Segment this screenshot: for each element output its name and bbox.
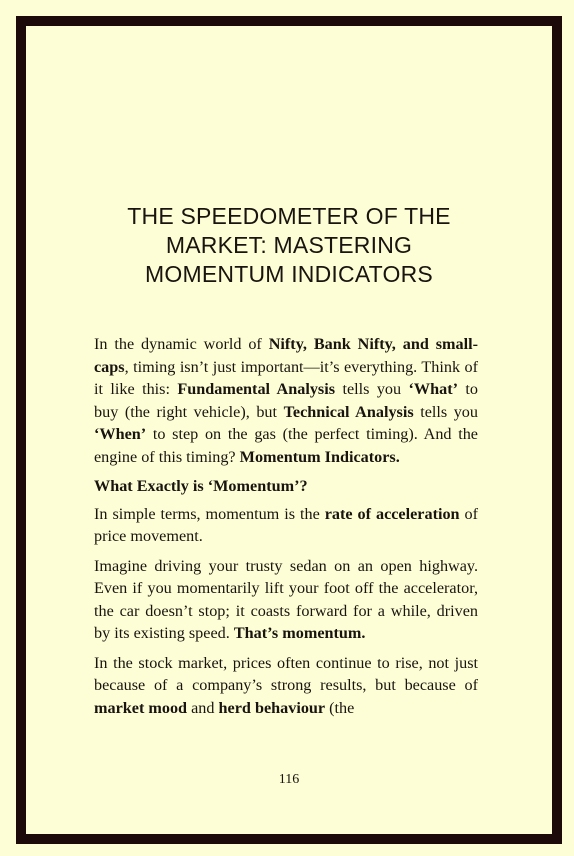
bold-run: herd behaviour [218, 698, 326, 717]
paragraph-intro [94, 333, 478, 468]
bold-run: rate of acceleration [324, 504, 460, 523]
paragraph-market [94, 652, 478, 720]
text-run: Imagine driving your trusty sedan on an open highway. Even if you momentarily lift your foot off the accelerator, the car doesn’t stop; it coasts forward for a while, driven by its existing speed. [94, 556, 478, 642]
text-run: to buy (the right vehicle), but [94, 380, 479, 421]
text-run: tells you [335, 380, 409, 398]
bold-run: Nifty, Bank Nifty, and small-caps [94, 335, 478, 376]
text-run: tells you [413, 402, 478, 421]
bold-run: Fundamental Analysis [177, 380, 336, 398]
bold-run: Technical Analysis [283, 402, 414, 421]
bold-run: ‘When’ [94, 425, 147, 443]
title-line: THE SPEEDOMETER OF THE [127, 203, 451, 229]
text-run: In simple terms, momentum is the [94, 504, 325, 523]
text-run: , timing isn’t just important—it’s everything. Think of it like this: [94, 357, 478, 398]
text-run: In the dynamic world of [94, 335, 269, 353]
title-line: MARKET: MASTERING [165, 232, 413, 258]
page-number: 116 [278, 772, 300, 787]
text-run: (the [325, 698, 355, 717]
paragraph-analogy [94, 555, 478, 645]
text-run: and [187, 698, 219, 717]
section-heading: What Exactly is ‘Momentum’? [94, 477, 308, 495]
bold-run: market mood [94, 698, 188, 717]
text-run: of price movement. [94, 504, 479, 545]
body-text [94, 333, 478, 726]
chapter-title [26, 202, 552, 289]
book-page [16, 16, 562, 844]
title-line: MOMENTUM INDICATORS [145, 261, 433, 287]
paragraph-definition [94, 503, 478, 548]
bold-run: ‘What’ [408, 380, 458, 398]
bold-run: That’s momentum. [233, 624, 366, 642]
bold-run: Momentum Indicators. [239, 447, 400, 466]
text-run: to step on the gas (the perfect timing). And the engine of this timing? [94, 425, 478, 466]
text-run: In the stock market, prices often continue to rise, not just because of a company’s strong results, but because of [94, 653, 478, 694]
